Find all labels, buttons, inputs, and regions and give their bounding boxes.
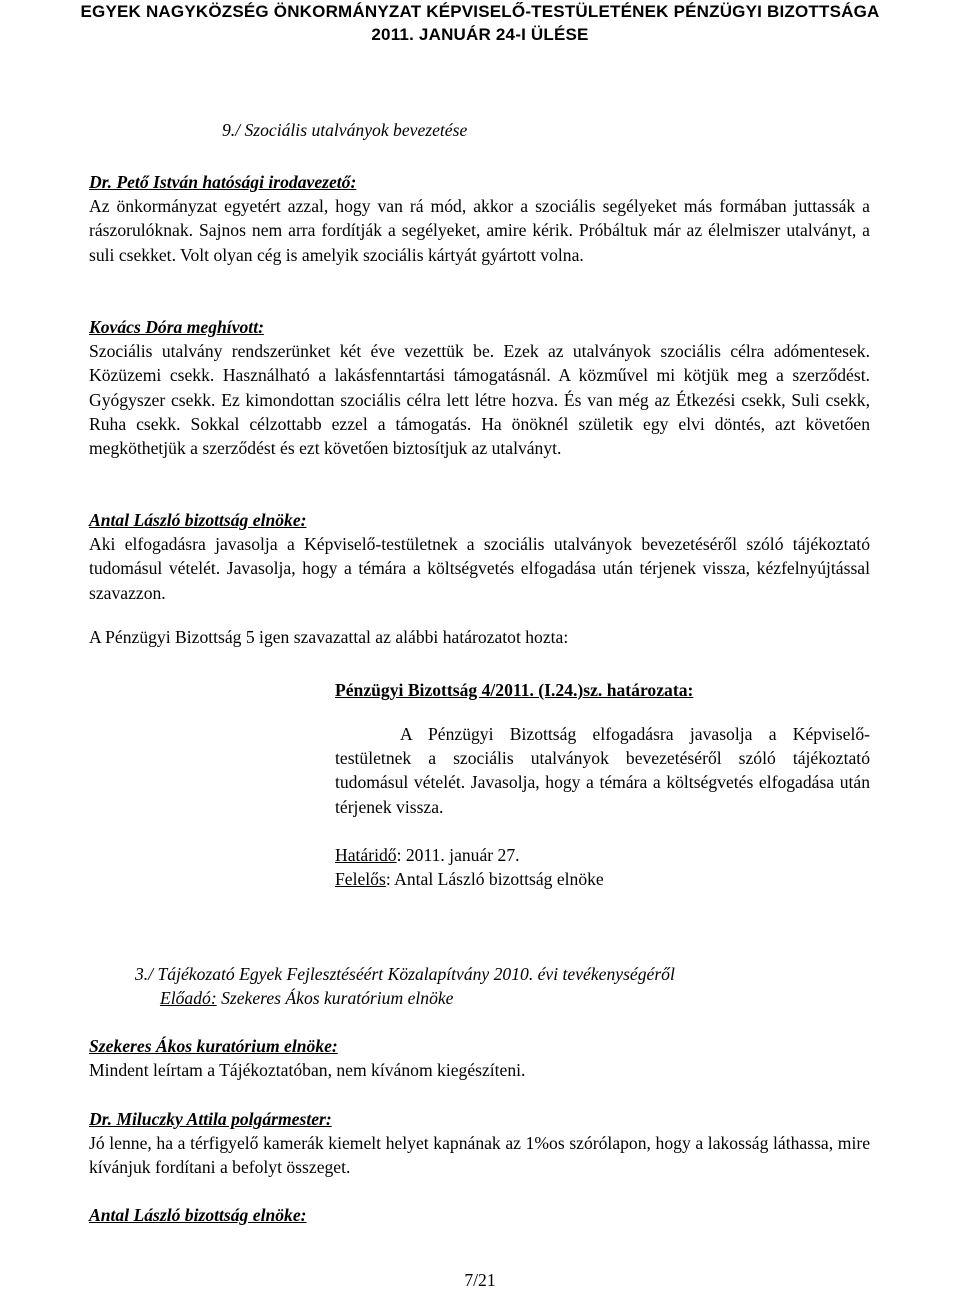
deadline-value: : 2011. január 27. bbox=[396, 845, 520, 865]
section-3-speaker3-block bbox=[89, 1203, 870, 1227]
resolution-title-text: Pénzügyi Bizottság 4/2011. (I.24.)sz. határozata: bbox=[335, 680, 694, 700]
resolution-body: A Pénzügyi Bizottság elfogadásra javasolja a Képviselő-testületnek a szociális utalványok bevezetéséről szóló tájékoztató tudomásul vételét. Javasolja, hogy a témára a költségvetés elfogadása után térjenek vissza. bbox=[335, 724, 870, 817]
section-3-title-text: 3./ Tájékozató Egyek Fejlesztéséért Közalapítvány 2010. évi tevékenységéről bbox=[135, 964, 675, 984]
resolution-text bbox=[335, 722, 870, 819]
page-number: 7/21 bbox=[464, 1270, 496, 1290]
presenter-value: Szekeres Ákos kuratórium elnöke bbox=[216, 988, 454, 1008]
section-3-speaker1-block bbox=[89, 1034, 870, 1082]
section-3-speaker2-block bbox=[89, 1107, 870, 1180]
document-header-line1: EGYEK NAGYKÖZSÉG ÖNKORMÁNYZAT KÉPVISELŐ-TESTÜLETÉNEK PÉNZÜGYI BIZOTTSÁGA bbox=[80, 2, 880, 21]
responsible-label: Felelős bbox=[335, 869, 386, 889]
deadline-label: Határidő bbox=[335, 845, 397, 865]
section-9-speaker3-block bbox=[89, 508, 870, 605]
speech-text: Aki elfogadásra javasolja a Képviselő-testületnek a szociális utalványok bevezetéséről szóló tájékoztató tudomásul vételét. Javasolja, hogy a témára a költségvetés elfogadása után térjenek vissza, kézfelnyújtással szavazzon. bbox=[89, 534, 870, 603]
speech-text: Jó lenne, ha a térfigyelő kamerák kiemelt helyet kapnának az 1%os szórólapon, hogy a lakosság láthassa, mire kívánjuk fordítani a befolyt összeget. bbox=[89, 1133, 870, 1178]
section-9-title: 9./ Szociális utalványok bevezetése bbox=[222, 120, 468, 140]
resolution-responsible bbox=[335, 867, 870, 891]
section-9-speaker1-block bbox=[89, 170, 870, 267]
document-header-line2: 2011. JANUÁR 24-I ÜLÉSE bbox=[371, 25, 589, 44]
speaker-name: Dr. Miluczky Attila polgármester: bbox=[89, 1109, 332, 1129]
vote-statement: A Pénzügyi Bizottság 5 igen szavazattal az alábbi határozatot hozta: bbox=[89, 627, 569, 647]
section-9-speaker2-block bbox=[89, 315, 870, 460]
speaker-name: Kovács Dóra meghívott: bbox=[89, 317, 264, 337]
resolution-title bbox=[335, 678, 870, 702]
section-3-presenter bbox=[160, 986, 870, 1010]
responsible-value: : Antal László bizottság elnöke bbox=[385, 869, 604, 889]
presenter-label: Előadó: bbox=[160, 988, 217, 1008]
speaker-name: Antal László bizottság elnöke: bbox=[89, 510, 307, 530]
speech-text: Mindent leírtam a Tájékoztatóban, nem kívánom kiegészíteni. bbox=[89, 1060, 526, 1081]
speaker-name: Szekeres Ákos kuratórium elnöke: bbox=[89, 1036, 338, 1056]
speech-text: Szociális utalvány rendszerünket két éve vezettük be. Ezek az utalványok szociális célra adómentesek. Közüzemi csekk. Használható a lakásfenntartási támogatásnál. A közművel mi kötjük meg a szerződést. Gyógyszer csekk. Ez kimondottan szociális célra lett létre hozva. És van még az Étkezési csekk, Suli csekk, Ruha csekk. Sokkal célzottabb ezzel a támogatás. Ha önöknél születik egy elvi döntés, azt követően megköthetjük a szerződést és ezt követően biztosítjuk az utalványt. bbox=[89, 341, 870, 459]
speaker-name: Dr. Pető István hatósági irodavezető: bbox=[89, 172, 357, 192]
section-3-title bbox=[135, 962, 870, 986]
resolution-deadline bbox=[335, 843, 870, 867]
speech-text: Az önkormányzat egyetért azzal, hogy van rá mód, akkor a szociális segélyeket más formában juttassák a rászorulóknak. Sajnos nem arra fordítják a segélyeket, amire kérik. Próbáltuk már az élelmiszer utalványt, a suli csekket. Volt olyan cég is amelyik szociális kártyát gyártott volna. bbox=[89, 196, 870, 265]
speaker-name: Antal László bizottság elnöke: bbox=[89, 1205, 307, 1225]
